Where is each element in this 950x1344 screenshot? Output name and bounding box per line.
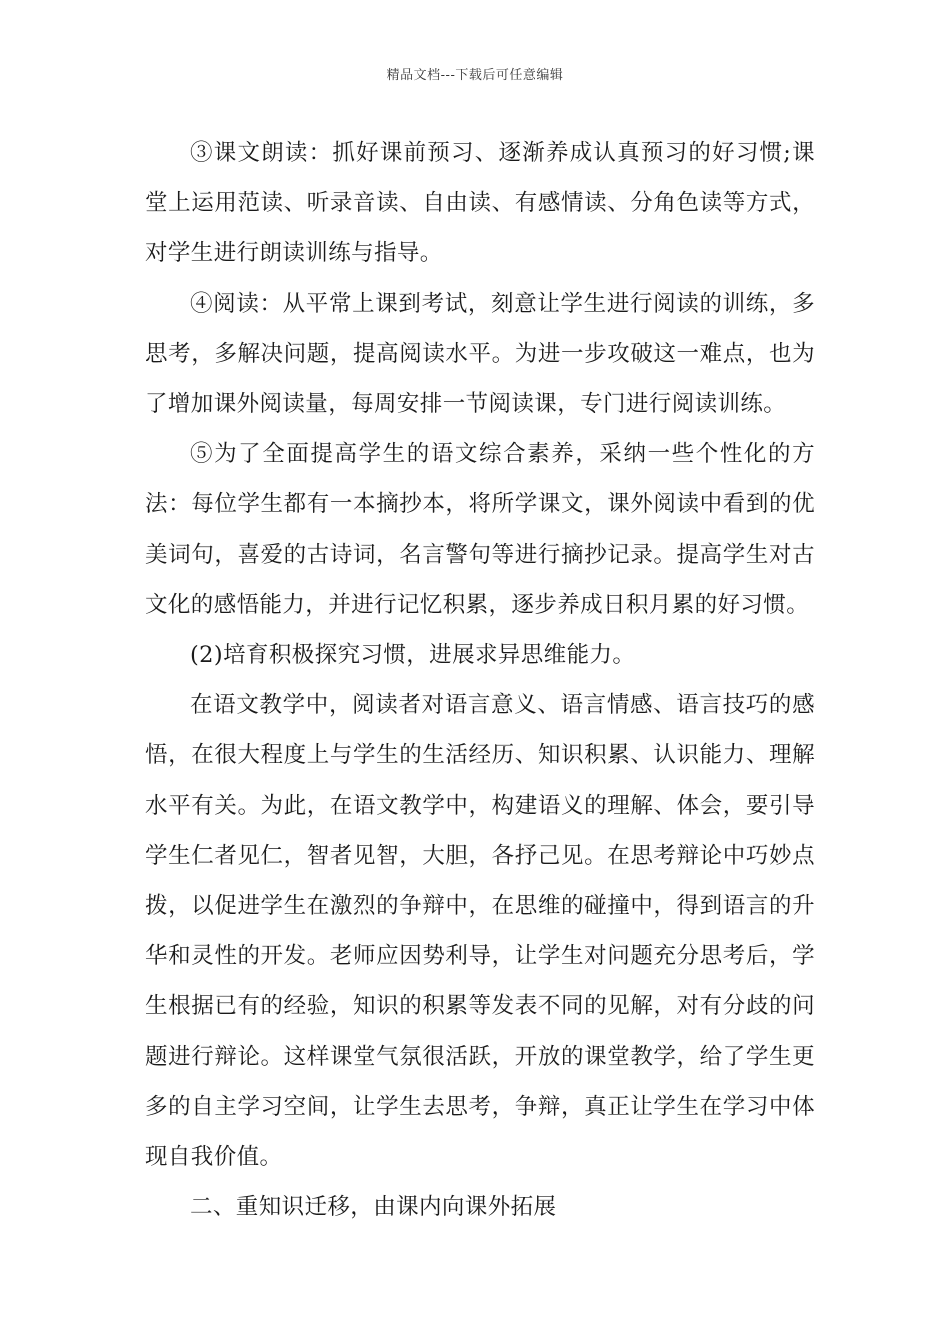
paragraph-reading: ④阅读：从平常上课到考试，刻意让学生进行阅读的训练，多思考，多解决问题，提高阅读水平。为进一步攻破这一难点，也为了增加课外阅读量，每周安排一节阅读课，专门进行阅读训练。 <box>145 290 815 418</box>
paragraph-teaching: 在语文教学中，阅读者对语言意义、语言情感、语言技巧的感悟，在很大程度上与学生的生活经历、知识积累、认识能力、理解水平有关。为此，在语文教学中，构建语义的理解、体会，要引导学生仁者见仁，智者见智，大胆，各抒己见。在思考辩论中巧妙点拨，以促进学生在激烈的争辩中，在思维的碰撞中，得到语言的升华和灵性的开发。老师应因势利导，让学生对问题充分思考后，学生根据已有的经验，知识的积累等发表不同的见解，对有分歧的问题进行辩论。这样课堂气氛很活跃，开放的课堂教学，给了学生更多的自主学习空间，让学生去思考，争辩，真正让学生在学习中体现自我价值。 <box>145 692 815 1171</box>
paragraph-reading-aloud: ③课文朗读：抓好课前预习、逐渐养成认真预习的好习惯;课堂上运用范读、听录音读、自由读、有感情读、分角色读等方式，对学生进行朗读训练与指导。 <box>145 140 815 267</box>
page-header: 精品文档---下载后可任意编辑 <box>386 68 564 83</box>
paragraph-subheading-inquiry: (2)培育积极探究习惯，进展求异思维能力。 <box>190 642 636 669</box>
section-heading-knowledge-transfer: 二、重知识迁移，由课内向课外拓展 <box>190 1194 557 1221</box>
document-body <box>145 128 815 1232</box>
paragraph-literacy: ⑤为了全面提高学生的语文综合素养，采纳一些个性化的方法：每位学生都有一本摘抄本，将所学课文，课外阅读中看到的优美词句，喜爱的古诗词，名言警句等进行摘抄记录。提高学生对古文化的感悟能力，并进行记忆积累，逐步养成日积月累的好习惯。 <box>145 441 815 618</box>
